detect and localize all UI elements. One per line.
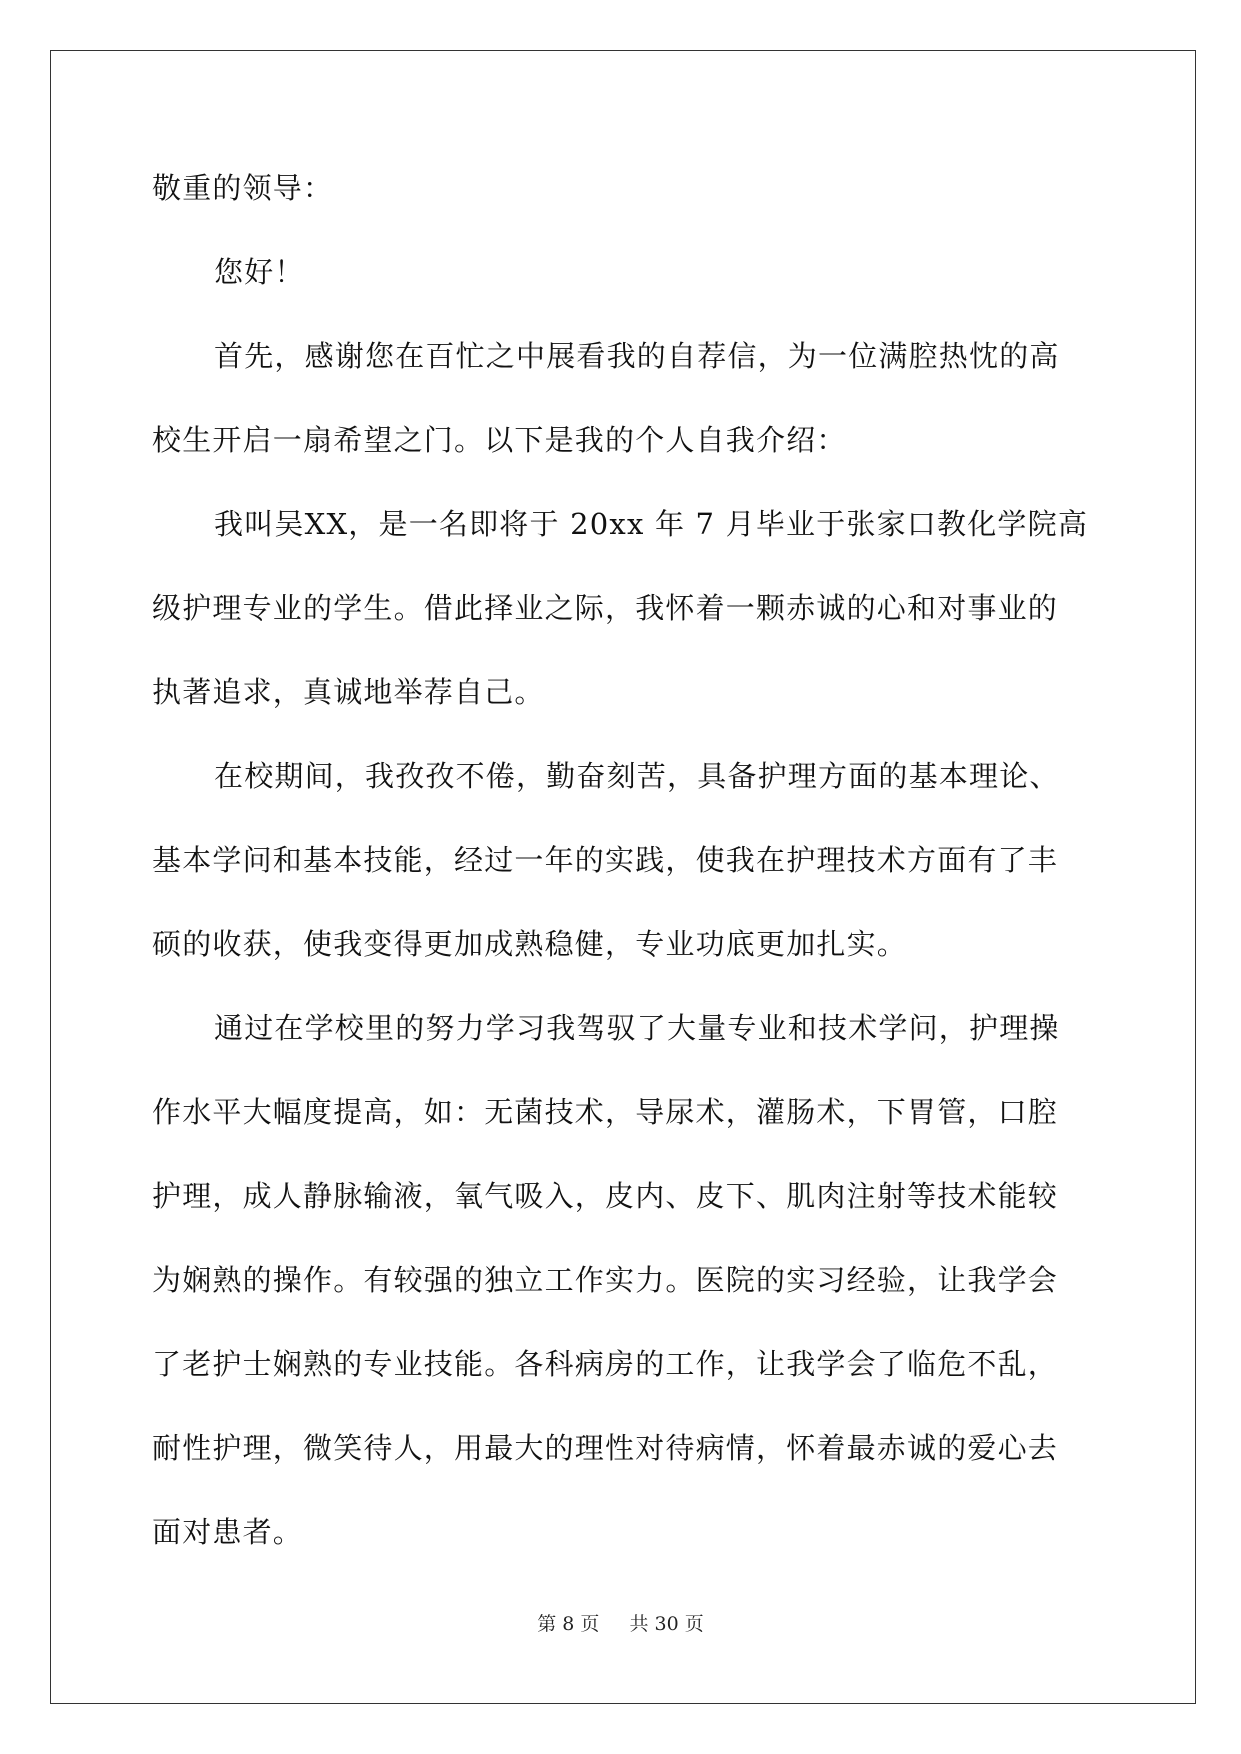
paragraph-2-line-1: 我叫吴XX，是一名即将于 20xx 年 7 月毕业于张家口教化学院高: [214, 507, 1089, 541]
paragraph-2-line-3: 执著追求，真诚地举荐自己。: [152, 675, 545, 709]
paragraph-3-line-3: 硕的收获，使我变得更加成熟稳健，专业功底更加扎实。: [152, 927, 908, 961]
paragraph-3-line-2: 基本学问和基本技能，经过一年的实践，使我在护理技术方面有了丰: [152, 843, 1059, 877]
page-footer: [0, 1612, 1241, 1636]
paragraph-2-line-2: 级护理专业的学生。借此择业之际，我怀着一颗赤诚的心和对事业的: [152, 591, 1059, 625]
paragraph-3-line-1: 在校期间，我孜孜不倦，勤奋刻苦，具备护理方面的基本理论、: [214, 759, 1060, 793]
paragraph-4-line-4: 为娴熟的操作。有较强的独立工作实力。医院的实习经验，让我学会: [152, 1263, 1059, 1297]
paragraph-4-line-3: 护理，成人静脉输液，氧气吸入，皮内、皮下、肌肉注射等技术能较: [152, 1179, 1059, 1213]
greeting: 您好！: [214, 255, 305, 289]
paragraph-4-line-5: 了老护士娴熟的专业技能。各科病房的工作，让我学会了临危不乱，: [152, 1347, 1059, 1381]
paragraph-1-line-1: 首先，感谢您在百忙之中展看我的自荐信，为一位满腔热忱的高: [214, 339, 1060, 373]
paragraph-4-line-6: 耐性护理，微笑待人，用最大的理性对待病情，怀着最赤诚的爱心去: [152, 1431, 1059, 1465]
paragraph-4-line-2: 作水平大幅度提高，如：无菌技术，导尿术，灌肠术，下胃管，口腔: [152, 1095, 1059, 1129]
current-page-label: 第 8 页: [537, 1613, 600, 1635]
salutation: 敬重的领导：: [152, 171, 334, 205]
total-pages-label: 共 30 页: [629, 1613, 704, 1635]
paragraph-1-line-2: 校生开启一扇希望之门。以下是我的个人自我介绍：: [152, 423, 847, 457]
paragraph-4-line-7: 面对患者。: [152, 1515, 304, 1549]
paragraph-4-line-1: 通过在学校里的努力学习我驾驭了大量专业和技术学问，护理操: [214, 1011, 1060, 1045]
letter-body: [152, 168, 1092, 1596]
